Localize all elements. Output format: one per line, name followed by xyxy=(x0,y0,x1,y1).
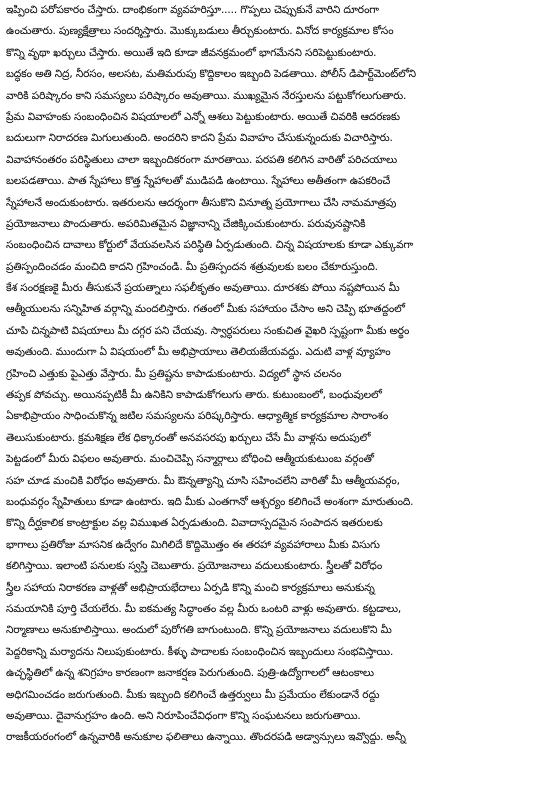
text-line: కొన్ని దీర్ఘకాలిక కాంట్రాక్టుల వల్ల విముఖత ఏర్పడుతుంది. వివాదాస్పదమైన సంపాదన ఇతరులకు xyxy=(6,517,383,530)
text-line: కలిగిస్తాయి. ఇలాంటి పనులకు స్వస్తి చెబుతారు. ప్రయోజనాలు వదులుకుంటారు. స్త్రీలతో విరోధం xyxy=(6,560,383,573)
text-line: అధిగమించడం జరుగుతుంది. మీకు ఇబ్బంది కలిగించే ఉత్తర్వులు మీ ప్రమేయం లేకుండానే రద్దు xyxy=(6,688,380,701)
text-line: ఉంచుతారు. పుణ్యక్షేత్రాలు సందర్శిస్తారు. మొక్కుబడులు తీర్చుకుంటారు. వినోద కార్యక్రమాల కోసం xyxy=(6,25,394,38)
text-line: ఆత్మీయులను సన్నిహిత వర్గాన్ని మందలిస్తారు. గతంలో మీకు సహాయం చేసాం అని చెప్పి భూతద్దంలో xyxy=(6,303,405,316)
text-line: ఇప్పించి పరోపకారం చేస్తారు. దాంభికంగా వ్యవహరిస్తూ..... గొప్పలు చెప్పుకునే వారిని దూరంగా xyxy=(6,4,379,16)
text-line: వారికి పరిష్కారం కాని సమస్యలు పరిష్కారం అవుతాయి. ముఖ్యమైన నేరస్తులను పట్టుకోగలుగుతారు. xyxy=(6,89,407,102)
text-line: స్త్రీల సహాయ నిరాకరణ వాళ్లతో అభిప్రాయభేదాలు ఏర్పడి కొన్ని మంచి కార్యక్రమాలు అనుకున్న xyxy=(6,581,375,594)
text-line: తప్పక పోవచ్చు. అయినప్పటికీ మీ ఉనికిని కాపాడుకోగలుగు తారు. కుటుంబంలో, బంధువులలో xyxy=(6,389,382,402)
text-line: బలపడతాయి. పాత స్నేహాలు కొత్త స్నేహాలతో ముడిపడి ఉంటాయి. స్నేహాలు అతీతంగా ఉపకరించే xyxy=(6,175,391,188)
text-line: పెట్టడంలో మీరు విఫలం అవుతారు. మంచిచెప్పి సన్మార్గాలు బోధించి ఆత్మీయకుటుంబ వర్గంతో xyxy=(6,453,374,466)
text-line: సమయానికి పూర్తి చేయలేరు. మీ ఐకమత్య సిద్ధాంతం వల్ల మీరు ఒంటరి వాళ్లు అవుతారు. కట్టడాలు, xyxy=(6,602,402,615)
text-line: బదులుగా నిరాదరణ మిగులుతుంది. అందరిని కాదని ప్రేమ వివాహం చేసుకున్నందుకు విచారిస్తారు. xyxy=(6,132,393,145)
text-line: తెలుసుకుంటారు. క్రమశిక్షణ లేక ధిక్కారంతో అనవసరపు ఖర్చులు చేసే మీ వాళ్లను అదుపులో xyxy=(6,431,371,444)
text-line: వివాహానంతరం పరిస్థితులు చాలా ఇబ్బందికరంగా మారతాయి. పరపతి కలిగిన వారితో పరిచయాలు xyxy=(6,153,398,166)
text-line: పెద్దరికాన్ని మర్యాదను నిలుపుకుంటారు. కీళ్ళు పాదాలకు సంబంధించిన ఇబ్బందులు సంభవిస్తాయి. xyxy=(6,645,394,658)
text-line: అవుతాయి. దైవానుగ్రహం ఉంది. అని నిరూపించేవిధంగా కొన్ని సంఘటనలు జరుగుతాయి. xyxy=(6,709,361,722)
text-line: ప్రయోజనాలు పొందుతారు. అపరిమితమైన విజ్ఞానాన్ని చేజిక్కించుకుంటారు. పరువునష్టానికి xyxy=(6,217,366,230)
text-line: కేశ సంరక్షణకై మీరు తీసుకునే ప్రయత్నాలు సఫలీకృతం అవుతాయి. దూరశకు పోయి నష్టపోయిన మీ xyxy=(6,282,400,295)
text-line: కొన్ని వృథా ఖర్చులు చేస్తారు. అయితే ఇది కూడా జీవనక్రమంలో భాగమేనని సరిపెట్టుకుంటారు. xyxy=(6,46,377,59)
text-line: సంబంధించిన దావాలు కోర్టులో వేయవలసిన పరిస్థితి ఏర్పడుతుంది. చిన్న విషయాలకు కూడా ఎక్కువగా xyxy=(6,239,414,252)
text-line: స్నేహాలనే అందుకుంటారు. ఇతరులను ఆదర్శంగా తీసుకొని వినూత్న ప్రయోగాలు చేసి నామమాత్రపు xyxy=(6,196,397,209)
text-line: బద్ధకం అతి నిద్ర, నీరసం, అలసట, మతిమరుపు కొద్దికాలం ఇబ్బంది పెడతాయి. పోలీస్ డిపార్ట్‌మెంట్‌లోని xyxy=(6,68,416,81)
text-line: రాజకీయరంగంలో ఉన్నవారికి అనుకూల ఫలితాలు ఉన్నాయి. తొందరపడి అడ్వాన్సులు ఇవ్వొద్దు. అన్నీ xyxy=(6,731,406,744)
text-line: నిర్మాణాలు అనుకూలిస్తాయి. అందులో పురోగతి బాగుంటుంది. కొన్ని ప్రయోజనాలు వదులుకొని మీ xyxy=(6,624,392,637)
text-line: భాగాలు ప్రతిరోజు మాసనిక ఉద్వేగం మిగిలిదే కొద్దిమొత్తం ఈ తరహా వ్యవహారాలు మీకు విసుగు xyxy=(6,538,380,551)
text-line: సహ చూడ మంచికి విరోధం అవుతారు. మీ ఔన్నత్యాన్ని చూసి సహించలేని వారితో మీ ఆత్మీయవర్గం, xyxy=(6,474,400,487)
text-line: ఉచ్ఛస్థితిలో ఉన్న శనిగ్రహం కారణంగా జనాకర్షణ పెరుగుతుంది. పుత్రి-ఉద్యోగాలలో ఆటంకాలు xyxy=(6,667,374,680)
text-line: ప్రతిస్పందించడం మంచిది కాదని గ్రహించండి. మీ ప్రతిస్పందన శత్రువులకు బలం చేకూరుస్తుంది. xyxy=(6,260,378,273)
text-line: బంధువర్గం స్నేహితులు కూడా ఉంటారు. ఇది మీకు ఎంతగానో ఆశ్చర్యం కలిగించే అంశంగా మారుతుంది. xyxy=(6,495,414,508)
text-line: ప్రేమ వివాహంకు సంబంధించిన విషయాలలో ఎన్నో ఆశలు పెట్టుకుంటారు. అయితే చివరికి ఆదరణకు xyxy=(6,110,400,123)
text-line: అవుతుంది. ముందుగా ఏ విషయంలో మీ అభిప్రాయాలు తెలియజేయవద్దు. ఎదుటి వాళ్ల వ్యూహం xyxy=(6,346,391,359)
text-line: గ్రహించి ఎత్తుకు పైఎత్తు వేస్తారు. మీ ప్రతిష్టను కాపాడుకుంటారు. విద్యలో స్థాన చలనం xyxy=(6,367,342,380)
text-line: చూపి చిన్నపాటి విషయాలు మీ దగ్గర పని చేయవు. స్వార్ధపరులు సంకుచిత వైఖరి స్పష్టంగా మీకు అర్థం xyxy=(6,324,410,337)
text-line: ఏకాభిప్రాయం సాధించుకొన్న జటిల సమస్యలను పరిష్కరిస్తారు. ఆధ్యాత్మిక కార్యక్రమాల సారాంశం xyxy=(6,410,389,423)
